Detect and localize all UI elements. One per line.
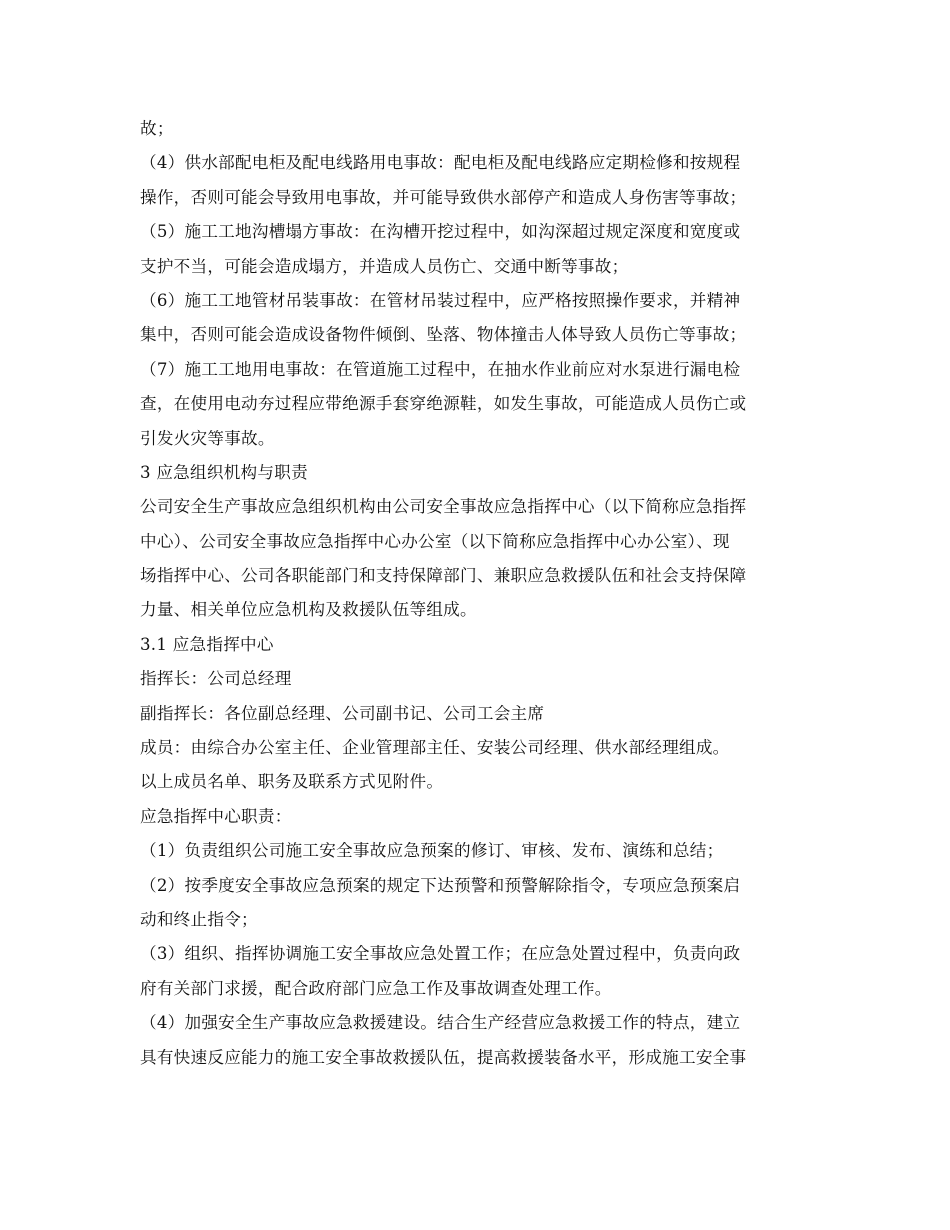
- text-line: （3）组织、指挥协调施工安全事故应急处置工作；在应急处置过程中，负责向政: [140, 944, 741, 964]
- text-line: 场指挥中心、公司各职能部门和支持保障部门、兼职应急救援队伍和社会支持保障: [140, 566, 747, 586]
- text-line: （7）施工工地用电事故：在管道施工过程中，在抽水作业前应对水泵进行漏电检: [140, 359, 741, 379]
- subsection-heading: 3.1 应急指挥中心: [140, 634, 274, 654]
- text-line: 动和终止指令；: [140, 909, 258, 929]
- text-line: 以上成员名单、职务及联系方式见附件。: [140, 772, 444, 792]
- text-line: （2）按季度安全事故应急预案的规定下达预警和预警解除指令，专项应急预案启: [140, 875, 741, 895]
- text-line: 公司安全生产事故应急组织机构由公司安全事故应急指挥中心（以下简称应急指挥: [140, 497, 747, 517]
- text-line: 集中，否则可能会造成设备物件倾倒、坠落、物体撞击人体导致人员伤亡等事故；: [140, 325, 747, 345]
- text-line: （5）施工工地沟槽塌方事故：在沟槽开挖过程中，如沟深超过规定深度和宽度或: [140, 222, 741, 242]
- text-line: 成员：由综合办公室主任、企业管理部主任、安装公司经理、供水部经理组成。: [140, 738, 730, 758]
- document-page: [140, 112, 815, 1075]
- text-line: 查，在使用电动夯过程应带绝源手套穿绝源鞋，如发生事故，可能造成人员伤亡或: [140, 394, 747, 414]
- text-line: （4）供水部配电柜及配电线路用电事故：配电柜及配电线路应定期检修和按规程: [140, 153, 741, 173]
- text-line: 引发火灾等事故。: [140, 428, 275, 448]
- text-line: （6）施工工地管材吊装事故：在管材吊装过程中，应严格按照操作要求，并精神: [140, 290, 741, 310]
- text-line: （4）加强安全生产事故应急救援建设。结合生产经营应急救援工作的特点，建立: [140, 1013, 741, 1033]
- text-line: 支护不当，可能会造成塌方，并造成人员伤亡、交通中断等事故；: [140, 256, 629, 276]
- text-line: （1）负责组织公司施工安全事故应急预案的修订、审核、发布、演练和总结；: [140, 841, 724, 861]
- text-line: 具有快速反应能力的施工安全事故救援队伍，提高救援装备水平，形成施工安全事: [140, 1047, 747, 1067]
- text-line: 指挥长：公司总经理: [140, 669, 292, 689]
- text-line: 府有关部门求援，配合政府部门应急工作及事故调查处理工作。: [140, 978, 612, 998]
- text-line: 操作，否则可能会导致用电事故，并可能导致供水部停产和造成人身伤害等事故；: [140, 187, 747, 207]
- text-line: 副指挥长：各位副总经理、公司副书记、公司工会主席: [140, 703, 545, 723]
- text-line: 力量、相关单位应急机构及救援队伍等组成。: [140, 600, 477, 620]
- text-line: 中心）、公司安全事故应急指挥中心办公室（以下简称应急指挥中心办公室）、现: [140, 531, 730, 551]
- text-line: 应急指挥中心职责：: [140, 806, 292, 826]
- section-heading: 3 应急组织机构与职责: [140, 462, 308, 482]
- text-line: 故；: [140, 119, 174, 138]
